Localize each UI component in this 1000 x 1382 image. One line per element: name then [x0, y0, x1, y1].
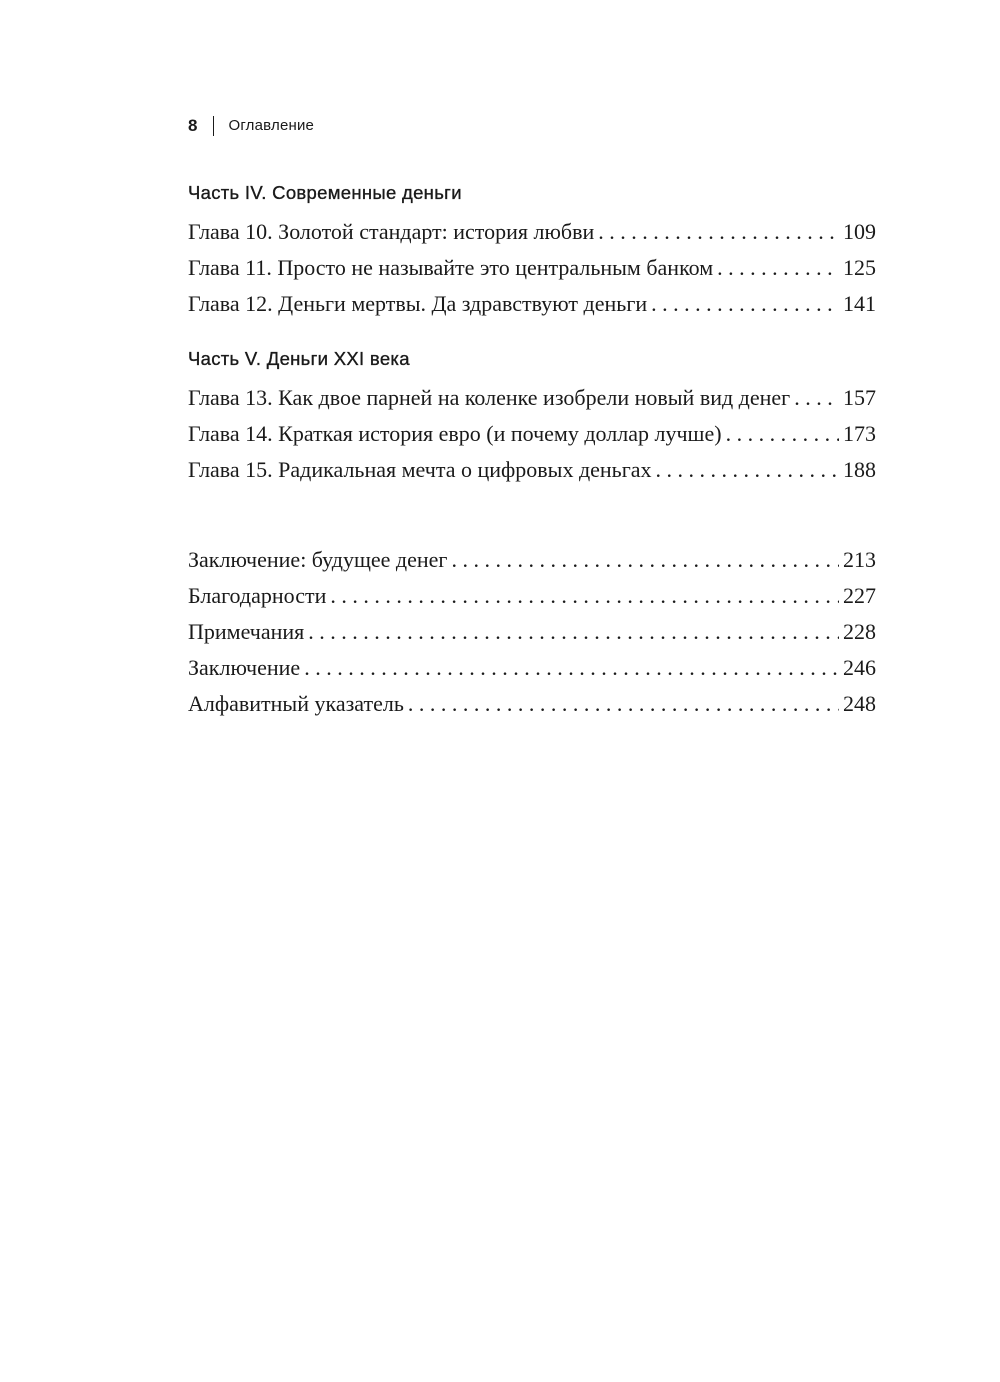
toc-part-4	[188, 176, 876, 322]
dot-leader	[794, 380, 839, 416]
dot-leader	[656, 452, 840, 488]
toc-entry[interactable]	[188, 250, 876, 286]
toc-entry-title: Заключение	[188, 655, 301, 680]
toc-entry[interactable]	[188, 578, 876, 614]
toc-part-5	[188, 342, 876, 488]
header-divider	[213, 116, 214, 136]
page-number: 8	[188, 116, 198, 135]
dot-leader	[408, 686, 839, 722]
toc-entry-page: 125	[843, 255, 876, 280]
toc-entry-page: 109	[843, 219, 876, 244]
dot-leader	[451, 542, 839, 578]
toc-entry[interactable]	[188, 286, 876, 322]
toc-entry-title: Глава 10. Золотой стандарт: история любви	[188, 219, 595, 244]
part-heading: Часть V. Деньги XXI века	[188, 348, 410, 369]
dot-leader	[308, 614, 839, 650]
toc-entry[interactable]	[188, 214, 876, 250]
toc-entry-title: Примечания	[188, 619, 305, 644]
toc-entry[interactable]	[188, 686, 876, 722]
toc-entry-title: Глава 13. Как двое парней на коленке изобрели новый вид денег	[188, 385, 791, 410]
toc-entry-title: Глава 11. Просто не называйте это центральным банком	[188, 255, 714, 280]
toc-entry-title: Глава 14. Краткая история евро (и почему доллар лучше)	[188, 421, 722, 446]
toc-entry[interactable]	[188, 650, 876, 686]
dot-leader	[651, 286, 839, 322]
dot-leader	[304, 650, 839, 686]
dot-leader	[330, 578, 839, 614]
toc-entry-page: 141	[843, 291, 876, 316]
toc-entry-title: Благодарности	[188, 583, 327, 608]
toc-back-matter	[188, 542, 876, 722]
toc-entry-page: 246	[843, 655, 876, 680]
dot-leader	[726, 416, 839, 452]
toc-entry-title: Глава 12. Деньги мертвы. Да здравствуют деньги	[188, 291, 648, 316]
toc-entry-page: 213	[843, 547, 876, 572]
toc-entry[interactable]	[188, 380, 876, 416]
toc-entry-page: 173	[843, 421, 876, 446]
part-heading: Часть IV. Современные деньги	[188, 182, 462, 203]
toc-entry-page: 228	[843, 619, 876, 644]
toc-entry[interactable]	[188, 542, 876, 578]
table-of-contents	[188, 176, 876, 742]
toc-entry-page: 248	[843, 691, 876, 716]
toc-entry-page: 188	[843, 457, 876, 482]
toc-entry-page: 227	[843, 583, 876, 608]
dot-leader	[717, 250, 839, 286]
toc-entry[interactable]	[188, 452, 876, 488]
toc-entry-title: Алфавитный указатель	[188, 691, 404, 716]
toc-entry-page: 157	[843, 385, 876, 410]
toc-entry[interactable]	[188, 416, 876, 452]
toc-entry[interactable]	[188, 614, 876, 650]
dot-leader	[598, 214, 839, 250]
running-head	[188, 114, 314, 138]
toc-entry-title: Глава 15. Радикальная мечта о цифровых деньгах	[188, 457, 652, 482]
section-title: Оглавление	[228, 117, 315, 134]
toc-entry-title: Заключение: будущее денег	[188, 547, 448, 572]
